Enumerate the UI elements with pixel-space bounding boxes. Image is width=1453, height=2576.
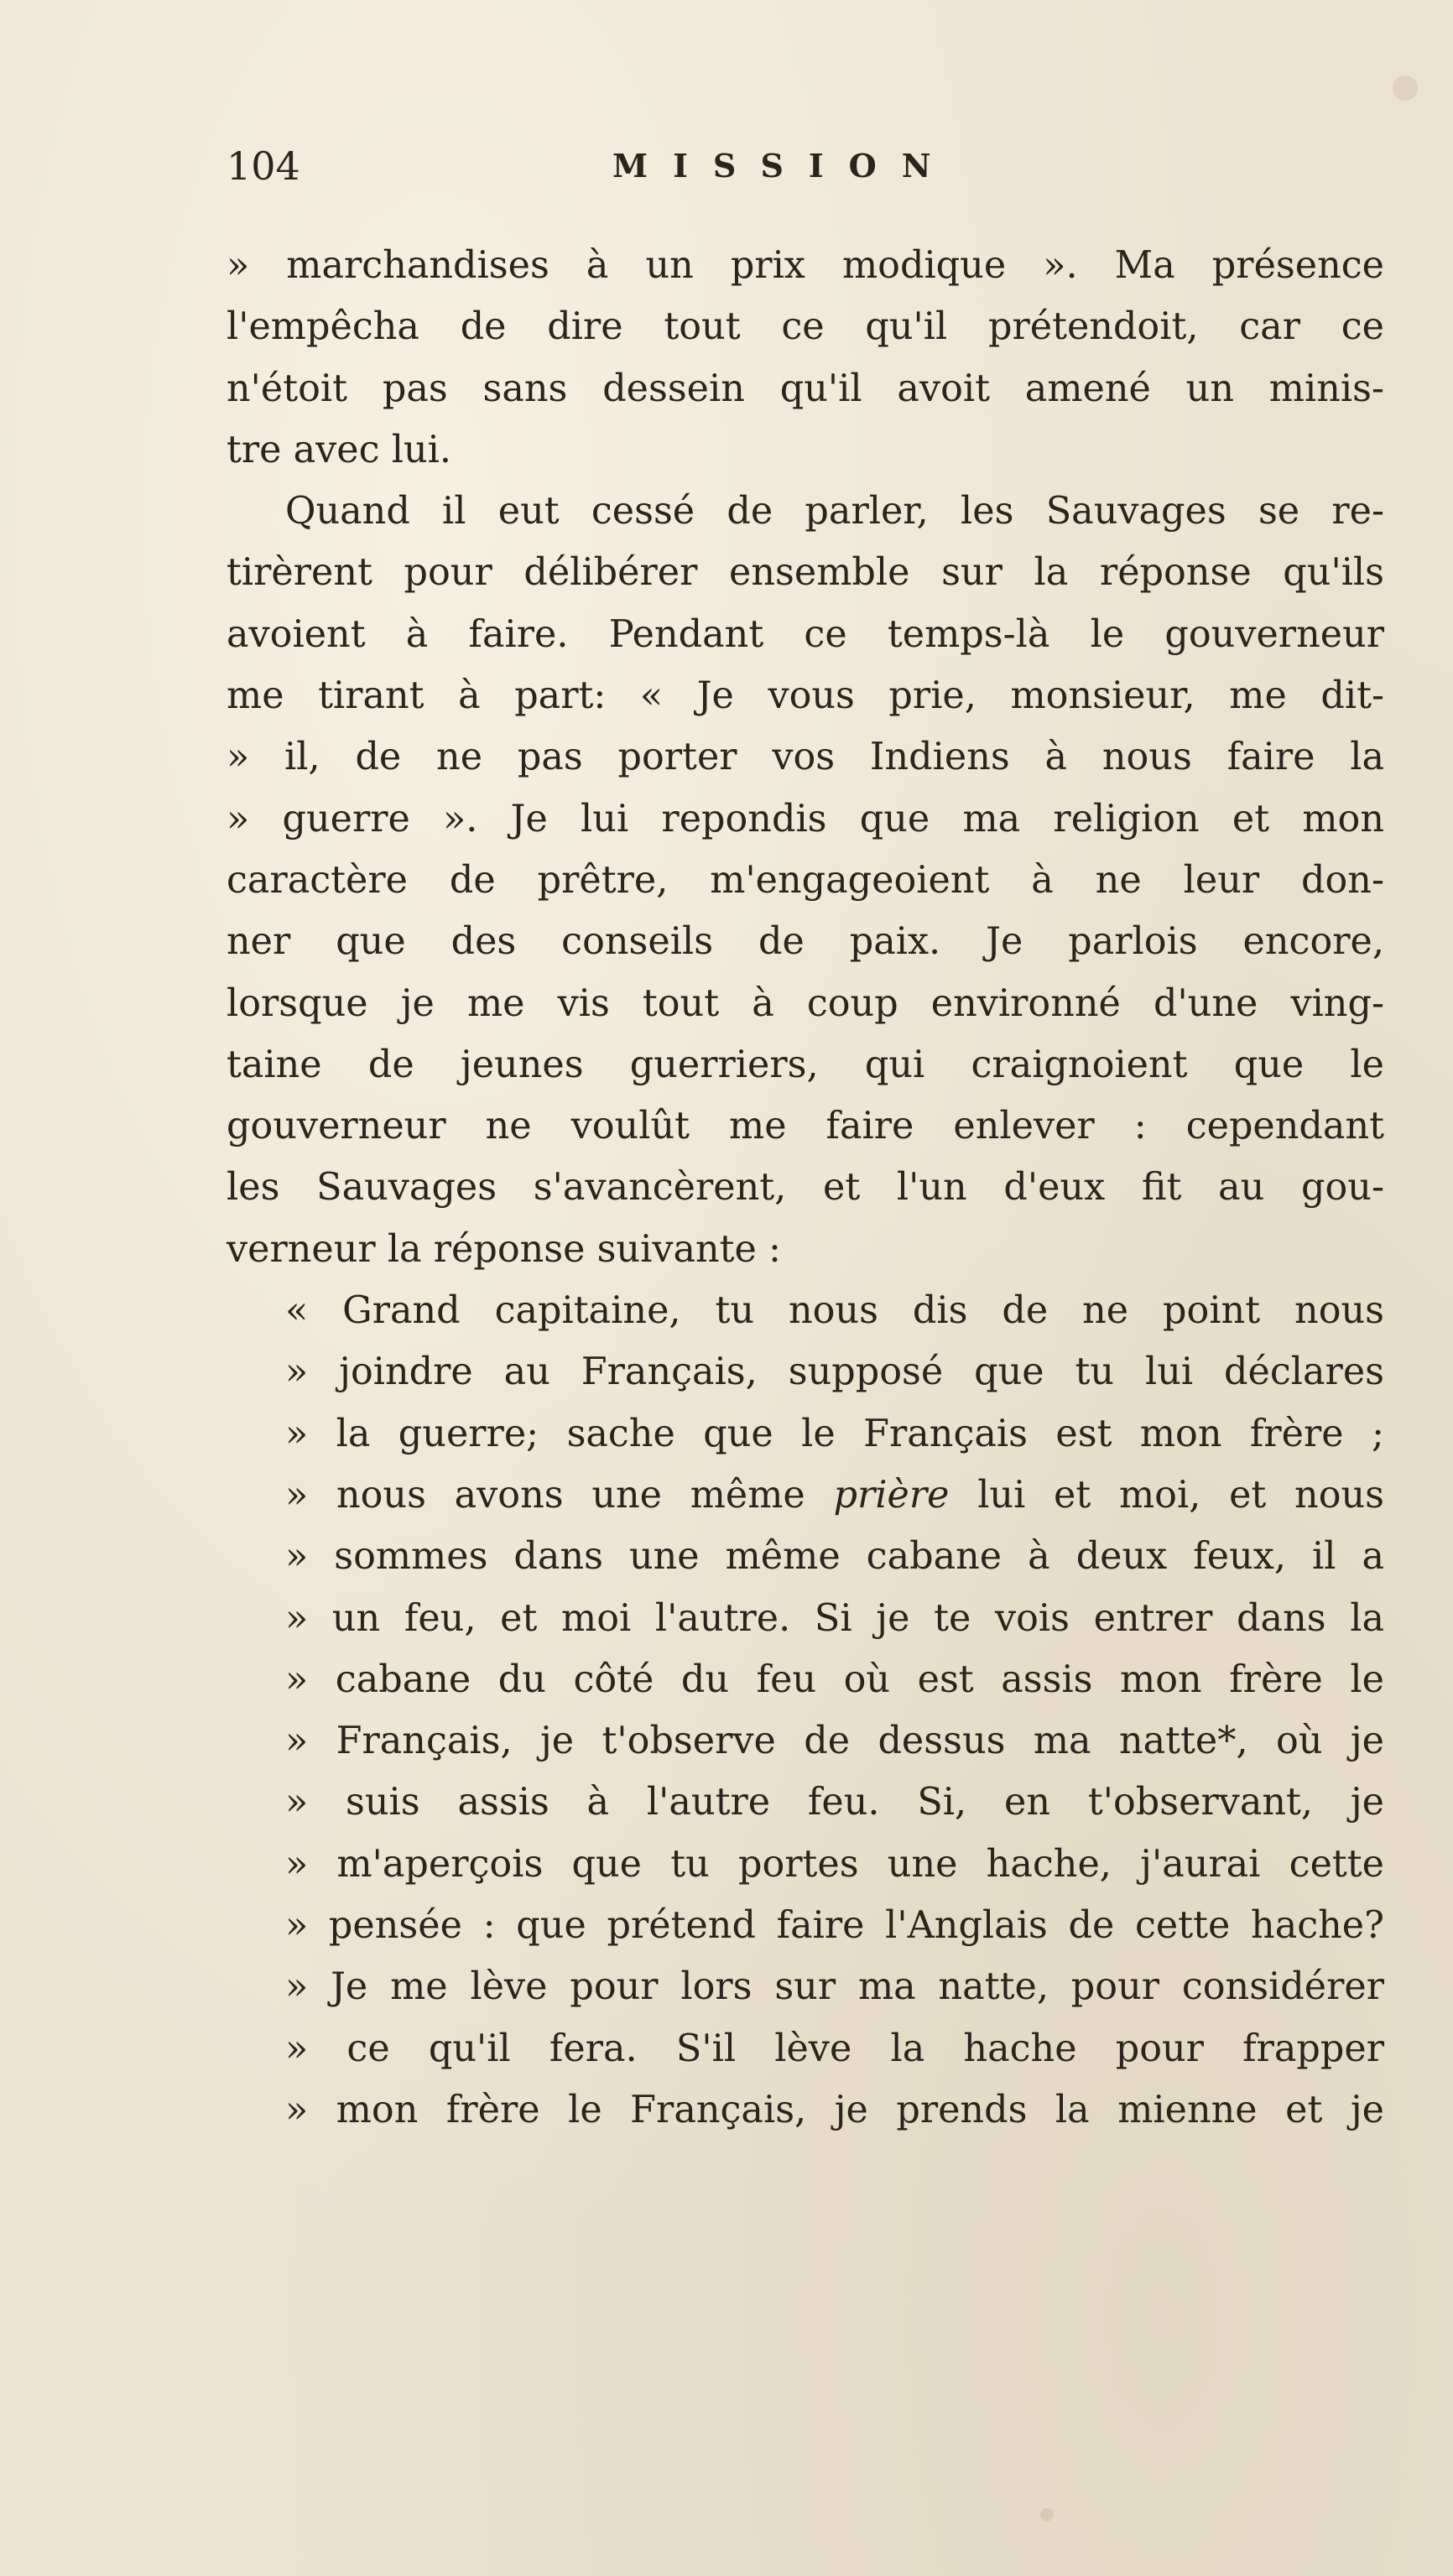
text-segment: » nous avons une même: [285, 1473, 805, 1517]
text-line: » m'aperçois que tu portes une hache, j'aurai cette: [285, 1842, 1384, 1886]
text-line: caractère de prêtre, m'engageoient à ne leur don-: [227, 858, 1384, 902]
text-line: les Sauvages s'avancèrent, et l'un d'eux fit au gou-: [227, 1166, 1384, 1210]
text-line: » mon frère le Français, je prends la mienne et je: [285, 2088, 1384, 2131]
text-line: » guerre ». Je lui repondis que ma religion et mon: [227, 797, 1384, 840]
text-line: tre avec lui.: [227, 428, 451, 471]
text-line: n'étoit pas sans dessein qu'il avoit amené un minis-: [227, 367, 1384, 410]
text-line: » ce qu'il fera. S'il lève la hache pour frapper: [285, 2027, 1384, 2070]
text-line: lorsque je me vis tout à coup environné d'une ving-: [227, 981, 1384, 1025]
running-title: MISSION: [612, 147, 956, 185]
text-line: » joindre au Français, supposé que tu lui déclares: [285, 1350, 1384, 1394]
text-line: » sommes dans une même cabane à deux feux, il a: [285, 1535, 1384, 1579]
page-header: [227, 141, 1401, 191]
text-line: « Grand capitaine, tu nous dis de ne point nous: [285, 1289, 1384, 1333]
text-line: Quand il eut cessé de parler, les Sauvages se re-: [285, 490, 1384, 533]
text-line: l'empêcha de dire tout ce qu'il prétendoit, car ce: [227, 305, 1384, 349]
italic-word: prière: [833, 1473, 950, 1517]
text-line: me tirant à part: « Je vous prie, monsieur, me dit-: [227, 674, 1384, 718]
text-line: avoient à faire. Pendant ce temps-là le gouverneur: [227, 612, 1384, 656]
text-line-with-italic: [227, 1465, 1384, 1526]
paper-stain: [1040, 2508, 1054, 2521]
page-number: 104: [227, 143, 300, 189]
body-text: [227, 235, 1384, 2141]
text-line: » Français, je t'observe de dessus ma natte*, où je: [285, 1720, 1384, 1763]
text-line: » pensée : que prétend faire l'Anglais de cette hache?: [285, 1904, 1384, 1948]
text-line: » Je me lève pour lors sur ma natte, pour considérer: [285, 1965, 1384, 2009]
text-line: taine de jeunes guerriers, qui craignoient que le: [227, 1043, 1384, 1086]
text-line: » suis assis à l'autre feu. Si, en t'observant, je: [285, 1781, 1384, 1824]
text-segment: lui et moi, et nous: [977, 1473, 1384, 1517]
text-line: tirèrent pour délibérer ensemble sur la réponse qu'ils: [227, 551, 1384, 595]
paper-stain: [1393, 75, 1418, 101]
text-line: » un feu, et moi l'autre. Si je te vois entrer dans la: [285, 1596, 1384, 1640]
text-line: » il, de ne pas porter vos Indiens à nous faire la: [227, 736, 1384, 779]
text-line: » la guerre; sache que le Français est mon frère ;: [285, 1412, 1384, 1455]
text-line: » marchandises à un prix modique ». Ma présence: [227, 244, 1384, 287]
text-line: ner que des conseils de paix. Je parlois encore,: [227, 920, 1384, 964]
text-line: gouverneur ne voulût me faire enlever : cependant: [227, 1105, 1384, 1148]
text-line: verneur la réponse suivante :: [227, 1227, 782, 1271]
text-line: » cabane du côté du feu où est assis mon frère le: [285, 1657, 1384, 1701]
